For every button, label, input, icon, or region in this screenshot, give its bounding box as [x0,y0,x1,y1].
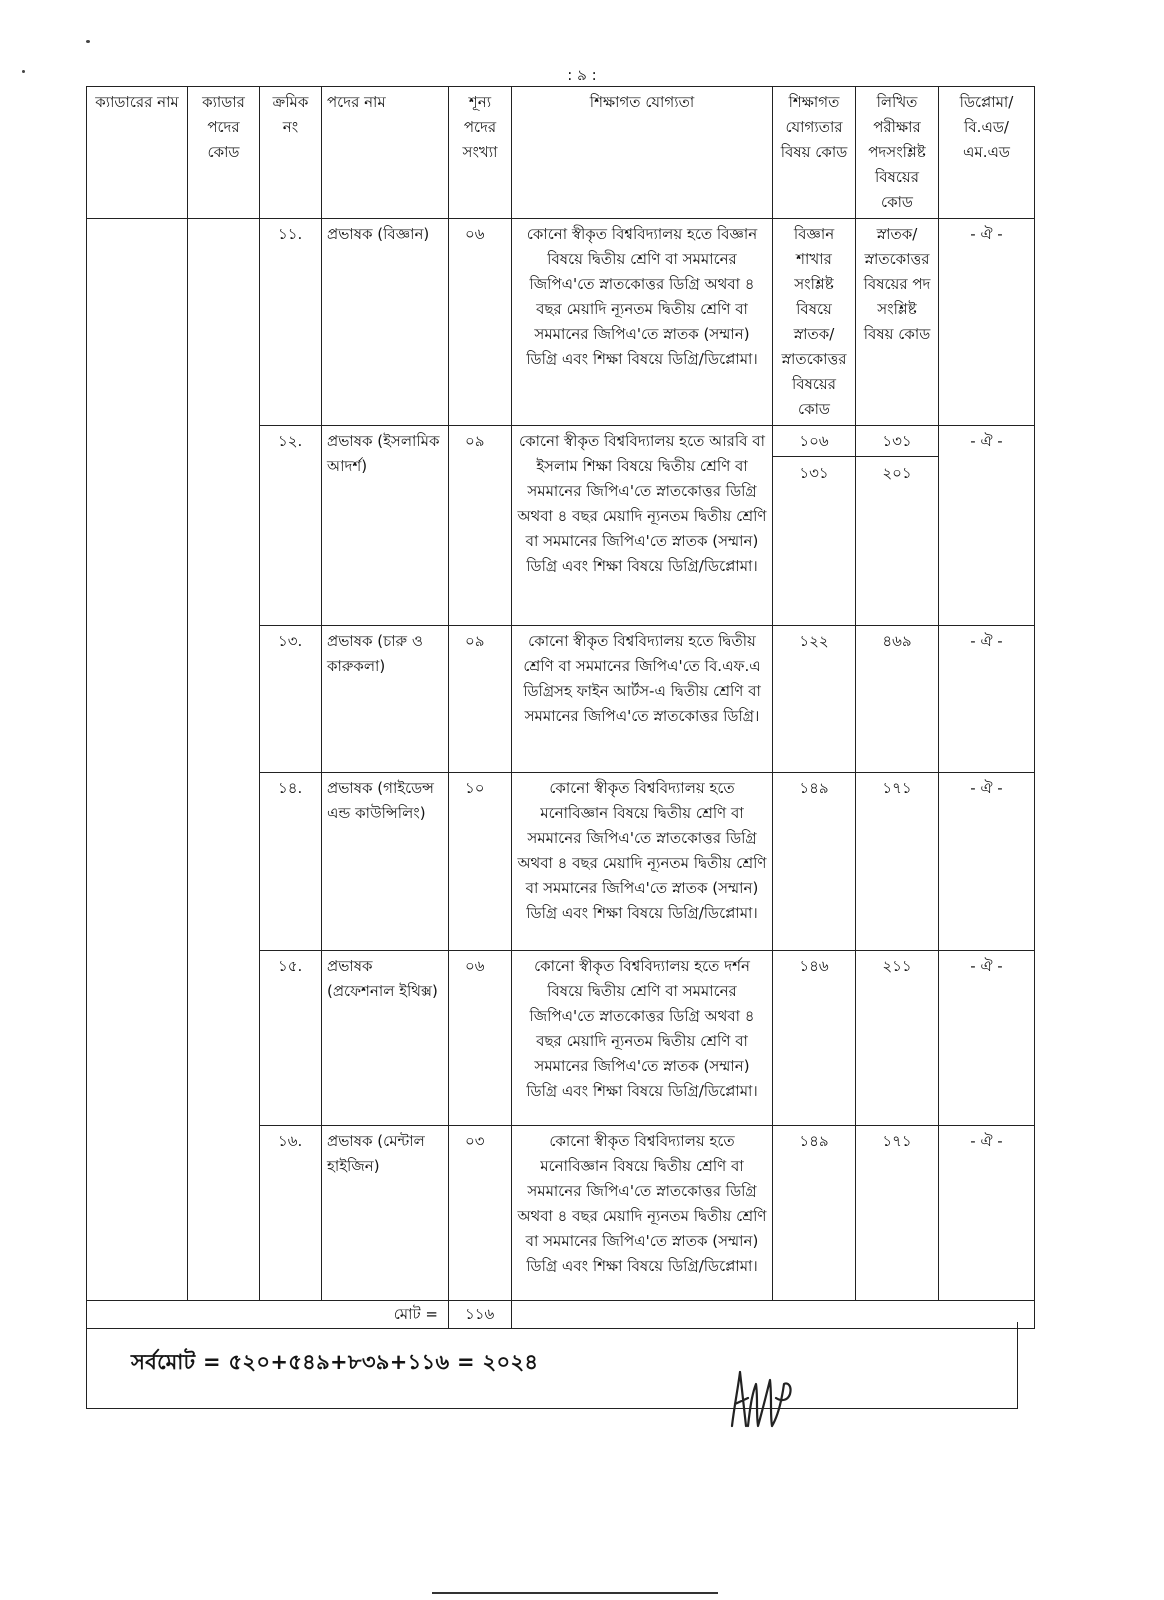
diploma-cell: - ঐ - [939,626,1035,773]
header-diploma: ডিপ্লোমা/ বি.এড/ এম.এড [939,87,1035,219]
written-code-cell: স্নাতক/ স্নাতকোত্তর বিষয়ের পদ সংশ্লিষ্ট বিষয় কোড [856,219,939,426]
qualification-cell: কোনো স্বীকৃত বিশ্ববিদ্যালয় হতে দ্বিতীয় শ্রেণি বা সমমানের জিপিএ'তে বি.এফ.এ ডিগ্রিসহ ফাইন আর্টস-এ দ্বিতীয় শ্রেণি বা সমমানের জিপিএ'তে স্নাতকোত্তর ডিগ্রি। [512,626,773,773]
subject-code-cell: ১৪৯ [773,1126,856,1301]
vacancy-cell: ০৯ [449,426,512,626]
post-name-cell: প্রভাষক (প্রফেশনাল ইথিক্স) [322,951,449,1126]
serial-cell: ১১. [260,219,322,426]
grand-total: সর্বমোট = ৫২০+৫৪৯+৮৩৯+১১৬ = ২০২৪ [131,1350,539,1374]
written-code-cell: ১৭১ [856,1126,939,1301]
total-value: ১১৬ [449,1301,512,1329]
header-serial: ক্রমিক নং [260,87,322,219]
post-name-cell: প্রভাষক (বিজ্ঞান) [322,219,449,426]
qualification-cell: কোনো স্বীকৃত বিশ্ববিদ্যালয় হতে দর্শন বিষয়ে দ্বিতীয় শ্রেণি বা সমমানের জিপিএ'তে স্নাতকোত্তর ডিগ্রি অথবা ৪ বছর মেয়াদি ন্যূনতম দ্বিতীয় শ্রেণি বা সমমানের জিপিএ'তে স্নাতক (সম্মান) ডিগ্রি এবং শিক্ষা বিষয়ে ডিগ্রি/ডিপ্লোমা। [512,951,773,1126]
post-name-cell: প্রভাষক (গাইডেন্স এন্ড কাউন্সিলিং) [322,773,449,951]
header-cadre-name: ক্যাডারের নাম [87,87,188,219]
cadre-name-cell [87,219,188,1301]
qualification-cell: কোনো স্বীকৃত বিশ্ববিদ্যালয় হতে বিজ্ঞান বিষয়ে দ্বিতীয় শ্রেণি বা সমমানের জিপিএ'তে স্নাতকোত্তর ডিগ্রি অথবা ৪ বছর মেয়াদি ন্যূনতম দ্বিতীয় শ্রেণি বা সমমানের জিপিএ'তে স্নাতক (সম্মান) ডিগ্রি এবং শিক্ষা বিষয়ে ডিগ্রি/ডিপ্লোমা। [512,219,773,426]
subject-code-cell: ১৪৯ [773,773,856,951]
written-code-cell: ১৭১ [856,773,939,951]
header-post-name: পদের নাম [322,87,449,219]
recruitment-table [86,86,1035,1329]
serial-cell: ১৬. [260,1126,322,1301]
serial-cell: ১৩. [260,626,322,773]
header-row [87,87,1035,219]
written-code-primary: ১৩১ [856,429,938,457]
header-cadre-code: ক্যাডার পদের কোড [188,87,260,219]
post-name-cell: প্রভাষক (চারু ও কারুকলা) [322,626,449,773]
page-number: : ৯ : [567,66,597,84]
header-vacancy: শূন্য পদের সংখ্যা [449,87,512,219]
vacancy-cell: ০৯ [449,626,512,773]
qualification-cell: কোনো স্বীকৃত বিশ্ববিদ্যালয় হতে মনোবিজ্ঞান বিষয়ে দ্বিতীয় শ্রেণি বা সমমানের জিপিএ'তে স্নাতকোত্তর ডিগ্রি অথবা ৪ বছর মেয়াদি ন্যূনতম দ্বিতীয় শ্রেণি বা সমমানের জিপিএ'তে স্নাতক (সম্মান) ডিগ্রি এবং শিক্ষা বিষয়ে ডিগ্রি/ডিপ্লোমা। [512,773,773,951]
qualification-cell: কোনো স্বীকৃত বিশ্ববিদ্যালয় হতে আরবি বা ইসলাম শিক্ষা বিষয়ে দ্বিতীয় শ্রেণি বা সমমানের জিপিএ'তে স্নাতকোত্তর ডিগ্রি অথবা ৪ বছর মেয়াদি ন্যূনতম দ্বিতীয় শ্রেণি বা সমমানের জিপিএ'তে স্নাতক (সম্মান) ডিগ্রি এবং শিক্ষা বিষয়ে ডিগ্রি/ডিপ্লোমা। [512,426,773,626]
vacancy-cell: ০৬ [449,219,512,426]
diploma-cell: - ঐ - [939,426,1035,626]
table-row [87,219,1035,426]
post-name-cell: প্রভাষক (মেন্টাল হাইজিন) [322,1126,449,1301]
serial-cell: ১৫. [260,951,322,1126]
written-code-cell: ২১১ [856,951,939,1126]
written-code-secondary: ২০১ [882,464,912,482]
subject-code-cell [773,426,856,626]
header-qualification: শিক্ষাগত যোগ্যতা [512,87,773,219]
written-code-cell: ৪৬৯ [856,626,939,773]
diploma-cell: - ঐ - [939,219,1035,426]
header-qual-subject-code: শিক্ষাগত যোগ্যতার বিষয় কোড [773,87,856,219]
scan-edge-line [432,1592,718,1594]
vacancy-cell: ০৩ [449,1126,512,1301]
vacancy-cell: ০৬ [449,951,512,1126]
qualification-cell: কোনো স্বীকৃত বিশ্ববিদ্যালয় হতে মনোবিজ্ঞান বিষয়ে দ্বিতীয় শ্রেণি বা সমমানের জিপিএ'তে স্নাতকোত্তর ডিগ্রি অথবা ৪ বছর মেয়াদি ন্যূনতম দ্বিতীয় শ্রেণি বা সমমানের জিপিএ'তে স্নাতক (সম্মান) ডিগ্রি এবং শিক্ষা বিষয়ে ডিগ্রি/ডিপ্লোমা। [512,1126,773,1301]
total-label: মোট = [87,1301,449,1329]
diploma-cell: - ঐ - [939,773,1035,951]
written-code-cell [856,426,939,626]
subject-code-cell: ১২২ [773,626,856,773]
cadre-code-cell [188,219,260,1301]
grand-total-box [86,1322,1018,1409]
post-name-cell: প্রভাষক (ইসলামিক আদর্শ) [322,426,449,626]
subject-code-secondary: ১৩১ [799,464,829,482]
serial-cell: ১২. [260,426,322,626]
subject-code-cell: ১৪৬ [773,951,856,1126]
diploma-cell: - ঐ - [939,951,1035,1126]
subject-code-primary: ১০৬ [773,429,855,457]
serial-cell: ১৪. [260,773,322,951]
vacancy-cell: ১০ [449,773,512,951]
signature-mark [726,1368,796,1434]
scan-speck [86,40,90,43]
header-written-exam-code: লিখিত পরীক্ষার পদসংশ্লিষ্ট বিষয়ের কোড [856,87,939,219]
diploma-cell: - ঐ - [939,1126,1035,1301]
subject-code-cell: বিজ্ঞান শাখার সংশ্লিষ্ট বিষয়ে স্নাতক/ স্নাতকোত্তর বিষয়ের কোড [773,219,856,426]
